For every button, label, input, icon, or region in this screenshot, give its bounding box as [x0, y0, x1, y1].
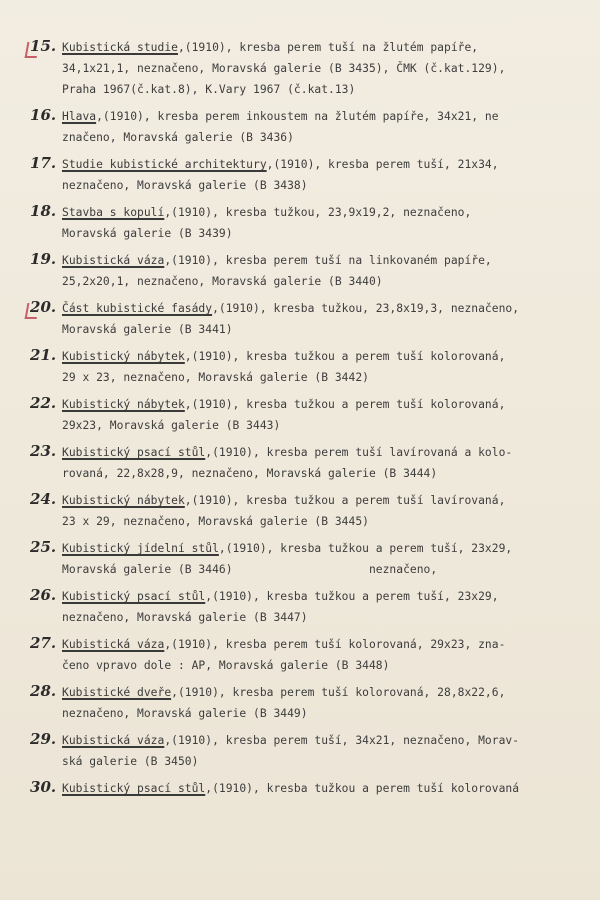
entry-title: Hlava	[62, 110, 97, 123]
entry-title: Kubistická váza	[62, 734, 165, 747]
entry-continuation-line: Moravská galerie (B 3446) neznačeno,	[62, 563, 438, 576]
entry-title: Kubistická studie	[62, 41, 178, 54]
entry-continuation-line: neznačeno, Moravská galerie (B 3447)	[62, 611, 308, 624]
entry-number: 18.	[30, 202, 57, 220]
catalogue-entry	[30, 537, 590, 580]
entry-first-line	[30, 393, 590, 415]
entry-continuation-line: značeno, Moravská galerie (B 3436)	[62, 131, 294, 144]
entry-description: ,(1910), kresba perem tuší, 21x34,	[266, 158, 499, 171]
entry-description: ,(1910), kresba perem tuší, 34x21, neznačeno, Morav-	[164, 734, 520, 747]
entry-description: ,(1910), kresba perem tuší kolorovaná, 28,8x22,6,	[171, 686, 506, 699]
entry-first-line	[30, 585, 590, 607]
entry-number: 27.	[30, 634, 57, 652]
entry-continuation-line: 34,1x21,1, neznačeno, Moravská galerie (B 3435), ČMK (č.kat.129),	[62, 62, 506, 75]
catalogue-entry	[30, 201, 590, 244]
entry-continuation-line: 29x23, Moravská galerie (B 3443)	[62, 419, 281, 432]
entry-title: Stavba s kopulí	[62, 206, 165, 219]
entry-number: 24.	[30, 490, 57, 508]
catalogue-entry	[30, 441, 590, 484]
entry-description: ,(1910), kresba tužkou a perem tuší, 23x29,	[218, 542, 513, 555]
entry-title: Část kubistické fasády	[62, 302, 213, 315]
entry-title: Kubistická váza	[62, 638, 165, 651]
entry-first-line	[30, 633, 590, 655]
entry-first-line	[30, 105, 590, 127]
entry-continuation-line: ská galerie (B 3450)	[62, 755, 199, 768]
entry-description: ,(1910), kresba perem tuší na žlutém papíře,	[177, 41, 479, 54]
entry-first-line	[30, 729, 590, 751]
entry-description: ,(1910), kresba tužkou a perem tuší kolorovaná	[205, 782, 520, 795]
entry-title: Studie kubistické architektury	[62, 158, 267, 171]
entry-description: ,(1910), kresba perem tuší kolorovaná, 29x23, zna-	[164, 638, 506, 651]
entry-number: 25.	[30, 538, 57, 556]
entry-title: Kubistický psací stůl	[62, 446, 206, 459]
entry-number: 26.	[30, 586, 57, 604]
entry-description: ,(1910), kresba tužkou a perem tuší, 23x29,	[205, 590, 499, 603]
entry-first-line	[30, 201, 590, 223]
catalogue-entry	[30, 585, 590, 628]
entry-title: Kubistický nábytek	[62, 350, 185, 363]
entry-number: 28.	[30, 682, 57, 700]
entry-title: Kubistický psací stůl	[62, 590, 206, 603]
entry-first-line	[30, 537, 590, 559]
entry-continuation-line: neznačeno, Moravská galerie (B 3449)	[62, 707, 308, 720]
entry-first-line	[30, 297, 590, 319]
catalogue-entries	[30, 36, 590, 799]
entry-number: 16.	[30, 106, 57, 124]
entry-number: 22.	[30, 394, 57, 412]
catalogue-entry	[30, 36, 590, 100]
catalogue-entry	[30, 681, 590, 724]
entry-number: 30.	[30, 778, 57, 796]
entry-continuation-line: čeno vpravo dole : AP, Moravská galerie (B 3448)	[62, 659, 390, 672]
entry-description: ,(1910), kresba tužkou a perem tuší kolorovaná,	[184, 398, 506, 411]
catalogue-entry	[30, 345, 590, 388]
catalogue-entry	[30, 153, 590, 196]
entry-title: Kubistický jídelní stůl	[62, 542, 219, 555]
entry-continuation-line: 25,2x20,1, neznačeno, Moravská galerie (B 3440)	[62, 275, 383, 288]
entry-first-line	[30, 489, 590, 511]
catalogue-entry	[30, 489, 590, 532]
entry-title: Kubistická váza	[62, 254, 165, 267]
entry-first-line	[30, 249, 590, 271]
entry-number: 21.	[30, 346, 57, 364]
entry-continuation-line: 29 x 23, neznačeno, Moravská galerie (B 3442)	[62, 371, 369, 384]
entry-continuation-line: Moravská galerie (B 3441)	[62, 323, 233, 336]
entry-first-line	[30, 441, 590, 463]
entry-description: ,(1910), kresba tužkou a perem tuší kolorovaná,	[184, 350, 506, 363]
entry-first-line	[30, 681, 590, 703]
entry-first-line	[30, 153, 590, 175]
catalogue-entry	[30, 393, 590, 436]
entry-title: Kubistický nábytek	[62, 398, 185, 411]
entry-continuation-line: 23 x 29, neznačeno, Moravská galerie (B 3445)	[62, 515, 369, 528]
entry-first-line	[30, 345, 590, 367]
entry-number: 19.	[30, 250, 57, 268]
entry-continuation-line: neznačeno, Moravská galerie (B 3438)	[62, 179, 308, 192]
entry-continuation-line: rovaná, 22,8x28,9, neznačeno, Moravská galerie (B 3444)	[62, 467, 438, 480]
entry-number: 23.	[30, 442, 57, 460]
catalogue-entry	[30, 777, 590, 799]
catalogue-entry	[30, 249, 590, 292]
entry-title: Kubistický psací stůl	[62, 782, 206, 795]
entry-first-line	[30, 36, 590, 58]
entry-number: 29.	[30, 730, 57, 748]
catalogue-entry	[30, 105, 590, 148]
entry-first-line	[30, 777, 590, 799]
entry-description: ,(1910), kresba tužkou a perem tuší lavírovaná,	[184, 494, 506, 507]
catalogue-entry	[30, 729, 590, 772]
entry-description: ,(1910), kresba perem inkoustem na žlutém papíře, 34x21, ne	[96, 110, 499, 123]
entry-continuation-line: Moravská galerie (B 3439)	[62, 227, 233, 240]
entry-number: 20.	[30, 298, 57, 316]
entry-title: Kubistické dveře	[62, 686, 172, 699]
entry-description: ,(1910), kresba tužkou, 23,8x19,3, neznačeno,	[212, 302, 520, 315]
entry-continuation-line: Praha 1967(č.kat.8), K.Vary 1967 (č.kat.13)	[62, 83, 356, 96]
entry-description: ,(1910), kresba perem tuší lavírovaná a kolo-	[205, 446, 513, 459]
entry-number: 17.	[30, 154, 57, 172]
catalogue-entry	[30, 633, 590, 676]
entry-description: ,(1910), kresba tužkou, 23,9x19,2, neznačeno,	[164, 206, 472, 219]
catalogue-entry	[30, 297, 590, 340]
entry-description: ,(1910), kresba perem tuší na linkovaném papíře,	[164, 254, 492, 267]
entry-number: 15.	[30, 37, 57, 55]
entry-title: Kubistický nábytek	[62, 494, 185, 507]
